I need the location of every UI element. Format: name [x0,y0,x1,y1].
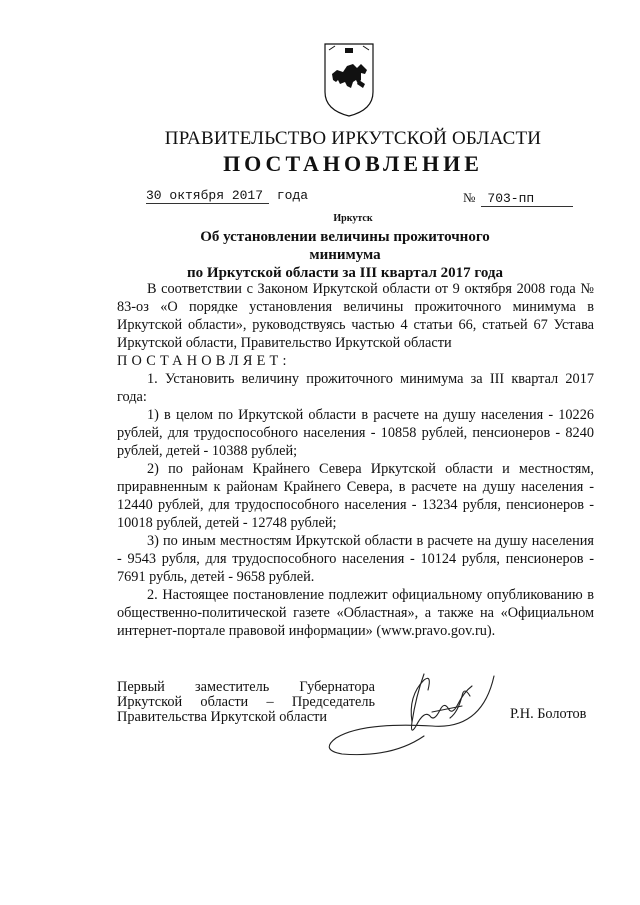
government-name: ПРАВИТЕЛЬСТВО ИРКУТСКОЙ ОБЛАСТИ [164,128,542,149]
position-word: области [200,694,249,710]
document-number [463,190,573,207]
sub-item-1: 1) в целом по Иркутской области в расчете на душу населения - 10226 рублей, для трудоспособного населения - 10858 рублей, пенсионеров - 8240 рублей, детей - 10388 рублей; [117,407,594,459]
city-name: Иркутск [333,213,373,224]
position-word: – [266,694,274,710]
position-word: Первый [117,679,165,695]
signatory-name: Р.Н. Болотов [510,706,587,722]
position-word: Иркутской [117,694,183,710]
preamble-paragraph: В соответствии с Законом Иркутской области от 9 октября 2008 года № 83-оз «О порядке установления величины прожиточного минимума в Иркутской области», руководствуясь частью 4 статьи 66, статьей 67 Устава Иркутской области, Правительство Иркутской области [117,281,594,351]
position-word: Губернатора [299,679,375,695]
date-suffix: года [276,188,309,203]
title-line-2: по Иркутской области за III квартал 2017 года [187,265,503,281]
position-word: заместитель [194,679,270,695]
document-type: ПОСТАНОВЛЕНИЕ [223,151,483,176]
sub-item-3: 3) по иным местностям Иркутской области в расчете на душу населения - 9543 рубля, для трудоспособного населения - 10124 рубля, пенсионеров - 7691 рубль, детей - 9658 рублей. [117,533,594,585]
item-1: 1. Установить величину прожиточного минимума за III квартал 2017 года: [117,371,594,405]
number-sign: № [463,190,476,205]
date-value: 30 октября 2017 [146,188,269,204]
handwritten-signature [312,666,502,766]
number-value: 703-пп [481,191,573,207]
sub-item-2: 2) по районам Крайнего Севера Иркутской области и местностям, приравненным к районам Крайнего Севера, в расчете на душу населения - 12440 рублей, для трудоспособного населения - 13234 рубля, пенсионеров - 10018 рублей, детей - 12748 рублей; [117,461,594,531]
position-line-3: Правительства Иркутской области [117,709,328,725]
title-line-1: Об установлении величины прожиточного минимума [200,229,490,263]
decree-word: ПОСТАНОВЛЯЕТ: [117,353,291,369]
position-word: Председатель [291,694,375,710]
item-2: 2. Настоящее постановление подлежит официальному опубликованию в общественно-политической газете «Областная», а также на «Официальном интернет-портале правовой информации» (www.pravo.gov.ru). [117,587,594,639]
document-title [180,228,510,282]
coat-of-arms-icon [323,40,375,118]
document-body [117,280,594,640]
document-date [146,188,308,203]
